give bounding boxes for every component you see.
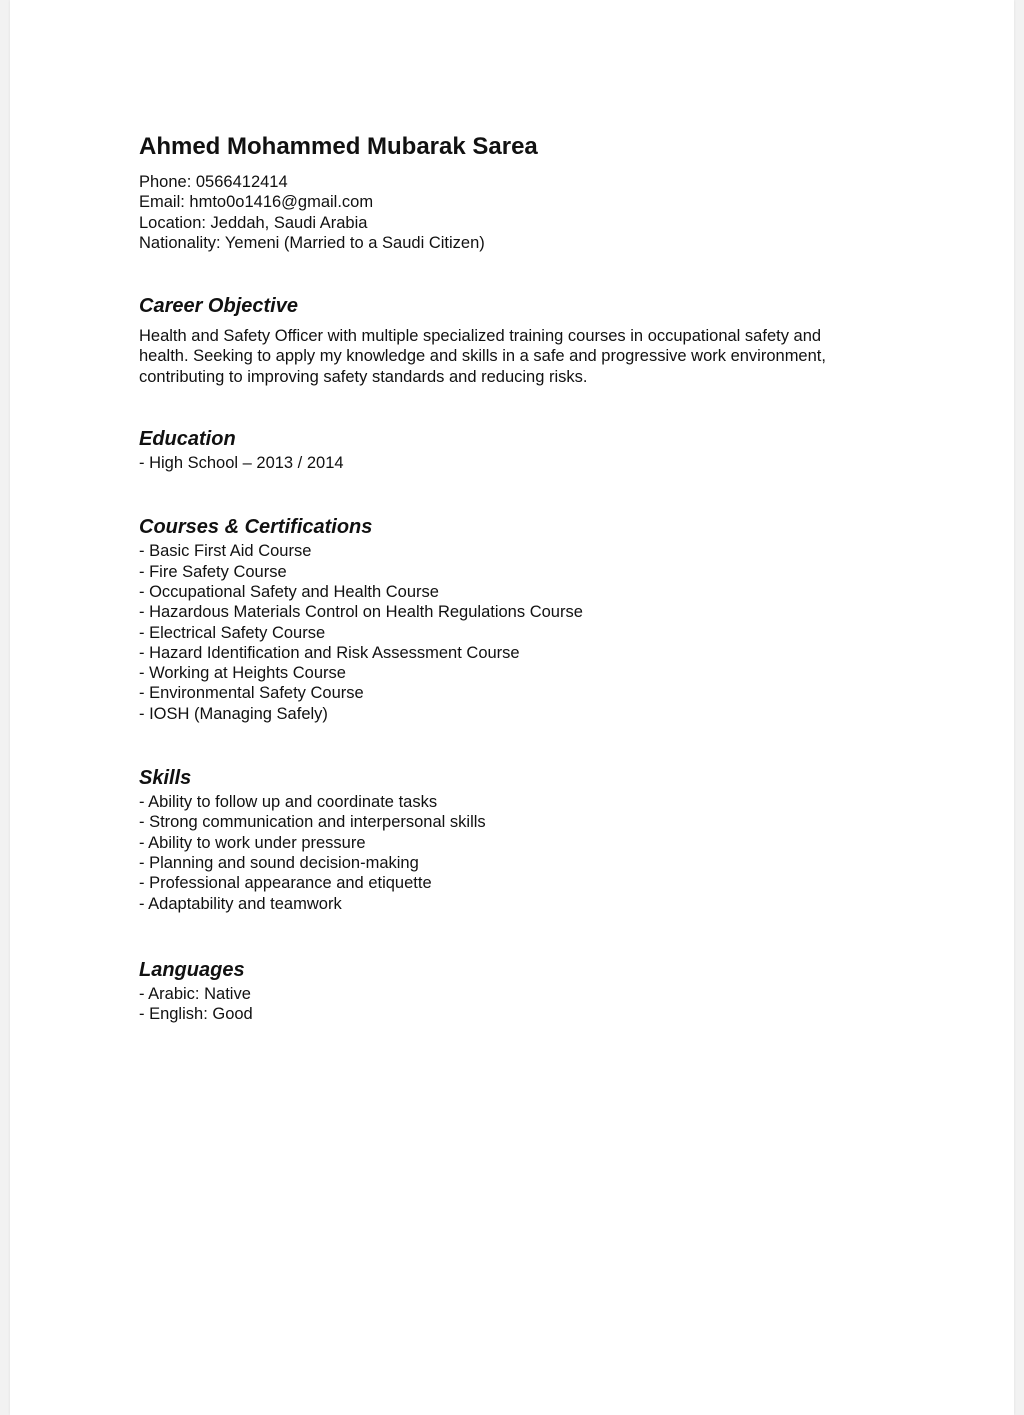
resume-content [139,130,899,1024]
courses-heading: Courses & Certifications [139,516,373,539]
course-item: - Hazardous Materials Control on Health Regulations Course [139,603,583,622]
document-page [10,0,1014,1415]
candidate-name: Ahmed Mohammed Mubarak Sarea [139,133,538,160]
skill-item: - Professional appearance and etiquette [139,874,432,893]
languages-section [139,956,899,1025]
career-objective-section [139,292,899,387]
course-item: - Occupational Safety and Health Course [139,582,439,601]
skill-item: - Strong communication and interpersonal skills [139,813,486,832]
languages-heading: Languages [139,958,245,981]
skill-item: - Adaptability and teamwork [139,894,342,913]
course-item: - Electrical Safety Course [139,623,326,642]
education-heading: Education [139,428,236,451]
skill-item: - Ability to follow up and coordinate tasks [139,793,438,812]
career-objective-text [139,326,859,387]
education-list [139,453,899,473]
objective-line: contributing to improving safety standards and reducing risks. [139,367,588,386]
skills-heading: Skills [139,767,192,790]
phone-line: Phone: 0566412414 [139,173,288,191]
nationality-line: Nationality: Yemeni (Married to a Saudi Citizen) [139,233,485,252]
skills-section [139,764,899,914]
course-item: - Fire Safety Course [139,562,287,581]
skills-list [139,792,899,914]
language-item: - Arabic: Native [139,984,251,1003]
location-line: Location: Jeddah, Saudi Arabia [139,213,368,232]
courses-list [139,541,899,724]
contact-info [139,172,899,253]
education-section [139,425,899,473]
skill-item: - Ability to work under pressure [139,833,366,852]
course-item: - Hazard Identification and Risk Assessment Course [139,643,520,662]
course-item: - Environmental Safety Course [139,684,364,703]
language-item: - English: Good [139,1005,253,1024]
courses-section [139,513,899,724]
skill-item: - Planning and sound decision-making [139,853,419,872]
course-item: - Basic First Aid Course [139,542,312,561]
languages-list [139,984,899,1025]
career-objective-heading: Career Objective [139,295,298,318]
email-line: Email: hmto0o1416@gmail.com [139,193,374,212]
course-item: - IOSH (Managing Safely) [139,704,328,723]
course-item: - Working at Heights Course [139,664,346,683]
objective-line: Health and Safety Officer with multiple specialized training courses in occupational safety and [139,327,822,346]
education-item: - High School – 2013 / 2014 [139,454,344,473]
objective-line: health. Seeking to apply my knowledge and skills in a safe and progressive work environment, [139,347,826,366]
